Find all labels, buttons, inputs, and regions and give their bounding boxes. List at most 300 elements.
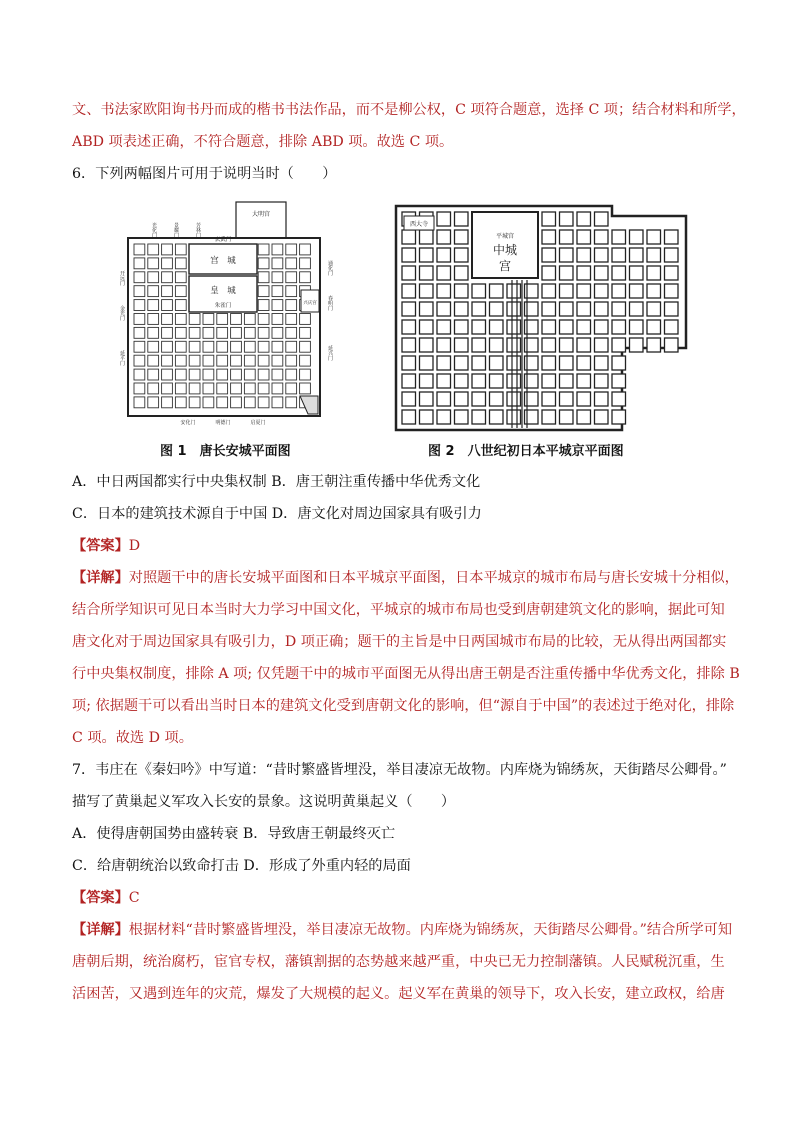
heijokyo-ward [490, 302, 504, 316]
heijokyo-ward [420, 374, 434, 388]
xuanwu-gate-label: 玄武门 [214, 237, 232, 243]
heijokyo-ward [595, 230, 609, 244]
detail-tag: 【详解】 [72, 570, 129, 586]
city-ward [272, 369, 283, 380]
heijokyo-ward [472, 410, 486, 424]
heijokyo-ward [595, 302, 609, 316]
heijokyo-ward [630, 302, 644, 316]
heijokyo-ward [665, 266, 679, 280]
city-ward [189, 355, 200, 366]
heijokyo-ward [455, 230, 469, 244]
heijokyo-ward [630, 266, 644, 280]
city-ward [300, 369, 311, 380]
palace-tag-label: 平城宫 [495, 233, 515, 240]
city-ward [258, 327, 269, 338]
city-ward [231, 383, 242, 394]
heijokyo-ward [402, 320, 416, 334]
city-ward [217, 397, 228, 408]
city-ward [148, 272, 159, 283]
city-ward [300, 272, 311, 283]
city-ward [300, 383, 311, 394]
heijokyo-ward [472, 320, 486, 334]
changan-plan-svg [118, 198, 340, 430]
heijokyo-ward [612, 248, 626, 262]
heijokyo-ward [420, 410, 434, 424]
heijokyo-ward [437, 248, 451, 262]
heijokyo-ward [507, 392, 521, 406]
city-ward [189, 314, 200, 325]
heijokyo-ward [560, 338, 574, 352]
city-ward [175, 314, 186, 325]
city-ward [217, 327, 228, 338]
city-ward [162, 244, 173, 255]
heijokyo-ward [437, 356, 451, 370]
city-ward [162, 300, 173, 311]
heijokyo-ward [630, 230, 644, 244]
city-ward [148, 355, 159, 366]
city-ward [175, 355, 186, 366]
answer-tag: 【答案】 [72, 538, 129, 554]
city-ward [258, 369, 269, 380]
heijokyo-ward [630, 284, 644, 298]
city-ward [134, 272, 145, 283]
heijokyo-ward [402, 410, 416, 424]
city-ward [258, 341, 269, 352]
heijokyo-ward [542, 392, 556, 406]
question-7-stem: 7．韦庄在《秦妇吟》中写道：“昔时繁盛皆埋没，举目凄凉无故物。内库烧为锦绣灰，天街踏尽公卿骨。” [72, 762, 727, 778]
city-ward [148, 314, 159, 325]
heijokyo-ward [560, 392, 574, 406]
city-ward [258, 314, 269, 325]
question-6-detail-line: 行中央集权制度，排除 A 项; 仅凭题干中的城市平面图无从得出唐王朝是否注重传播中华优秀文化，排除 B [72, 666, 740, 682]
city-ward [258, 383, 269, 394]
heijokyo-ward [612, 230, 626, 244]
city-ward [231, 397, 242, 408]
city-ward [162, 383, 173, 394]
heijokyo-ward [542, 230, 556, 244]
heijokyo-ward [542, 356, 556, 370]
south-gate-label: 安化门 [180, 420, 196, 426]
city-ward [286, 397, 297, 408]
heijokyo-ward [490, 410, 504, 424]
heijokyo-ward [577, 248, 591, 262]
heijokyo-ward [577, 212, 591, 226]
city-ward [258, 300, 269, 311]
heijokyo-ward [490, 374, 504, 388]
heijokyo-ward [577, 230, 591, 244]
heijokyo-ward [560, 320, 574, 334]
city-ward [162, 355, 173, 366]
heijokyo-ward [647, 248, 661, 262]
question-7-detail-line: 唐朝后期，统治腐朽，宦官专权，藩镇割据的态势越来越严重，中央已无力控制藩镇。人民赋税沉重，生 [72, 954, 725, 970]
answer-tag: 【答案】 [72, 890, 129, 906]
question-6-detail-line: C 项。故选 D 项。 [72, 730, 193, 746]
heijokyo-ward [542, 338, 556, 352]
city-ward [148, 300, 159, 311]
heijokyo-plan-svg [392, 198, 692, 433]
heijokyo-ward [595, 320, 609, 334]
heijokyo-ward [612, 266, 626, 280]
city-ward [217, 369, 228, 380]
heijokyo-ward [560, 212, 574, 226]
city-ward [272, 314, 283, 325]
prev-analysis-line: 文、书法家欧阳询书丹而成的楷书书法作品，而不是柳公权，C 项符合题意，选择 C 项；结合材料和所学， [72, 102, 746, 118]
heijokyo-ward [455, 410, 469, 424]
city-ward [286, 300, 297, 311]
heijokyo-ward [595, 392, 609, 406]
north-gate-label: 光化门 [151, 222, 157, 238]
heijokyo-ward [612, 302, 626, 316]
heijokyo-ward [507, 302, 521, 316]
city-ward [203, 314, 214, 325]
heijokyo-ward [455, 266, 469, 280]
city-ward [175, 397, 186, 408]
city-ward [231, 355, 242, 366]
daming-palace-block [236, 202, 286, 240]
city-ward [134, 244, 145, 255]
city-ward [134, 341, 145, 352]
city-ward [148, 369, 159, 380]
south-gate-label: 明德门 [215, 420, 231, 426]
heijokyo-ward [437, 302, 451, 316]
heijokyo-ward [437, 230, 451, 244]
question-6-options-ab: A．中日两国都实行中央集权制 B．唐王朝注重传播中华优秀文化 [72, 474, 481, 490]
city-ward [258, 355, 269, 366]
heijokyo-ward [420, 320, 434, 334]
question-6-detail-line: 【详解】对照题干中的唐长安城平面图和日本平城京平面图，日本平城京的城市布局与唐长安城十分相似， [72, 570, 739, 586]
heijokyo-ward [507, 374, 521, 388]
heijokyo-ward [420, 392, 434, 406]
city-ward [203, 341, 214, 352]
heijokyo-ward [490, 320, 504, 334]
heijokyo-ward [507, 356, 521, 370]
city-ward [231, 314, 242, 325]
city-ward [189, 369, 200, 380]
city-ward [286, 355, 297, 366]
city-ward [175, 244, 186, 255]
city-ward [272, 300, 283, 311]
heijokyo-ward [577, 392, 591, 406]
heijokyo-ward [647, 320, 661, 334]
city-ward [203, 369, 214, 380]
city-ward [175, 272, 186, 283]
heijokyo-ward [455, 212, 469, 226]
question-6-detail-line: 结合所学知识可见日本当时大力学习中国文化，平城京的城市布局也受到唐朝建筑文化的影响，据此可知 [72, 602, 725, 618]
city-ward [162, 397, 173, 408]
city-ward [258, 286, 269, 297]
city-ward [175, 369, 186, 380]
city-ward [189, 341, 200, 352]
city-ward [217, 314, 228, 325]
south-gate-label: 启夏门 [250, 420, 266, 426]
heijokyo-ward [647, 338, 661, 352]
heijokyo-ward [630, 248, 644, 262]
zhongcheng-label: 中城 [492, 243, 518, 257]
heijokyo-ward [402, 230, 416, 244]
city-ward [175, 300, 186, 311]
city-ward [286, 286, 297, 297]
answer-value: D [128, 538, 141, 554]
heijokyo-ward [507, 320, 521, 334]
north-gate-label: 景耀门 [173, 222, 179, 238]
heijokyo-ward [472, 374, 486, 388]
heijokyo-ward [612, 320, 626, 334]
city-ward [272, 327, 283, 338]
heijokyo-ward [595, 410, 609, 424]
heijokyo-ward [472, 284, 486, 298]
city-ward [286, 383, 297, 394]
heijokyo-ward [595, 284, 609, 298]
answer-value: C [128, 890, 140, 906]
city-ward [300, 355, 311, 366]
city-ward [272, 341, 283, 352]
city-ward [286, 244, 297, 255]
heijokyo-ward [612, 356, 626, 370]
heijokyo-ward [542, 302, 556, 316]
east-gate-label: 延兴门 [327, 345, 333, 361]
heijokyo-ward [437, 374, 451, 388]
heijokyo-ward [612, 410, 626, 424]
heijokyo-ward [402, 392, 416, 406]
city-ward [134, 383, 145, 394]
heijokyo-ward [577, 374, 591, 388]
city-ward [134, 286, 145, 297]
heijokyo-ward [402, 338, 416, 352]
city-ward [258, 272, 269, 283]
heijokyo-ward [507, 284, 521, 298]
city-ward [244, 397, 255, 408]
heijokyo-ward [402, 302, 416, 316]
heijokyo-ward [542, 212, 556, 226]
west-gate-label: 延平门 [119, 350, 125, 366]
city-ward [286, 369, 297, 380]
city-ward [272, 244, 283, 255]
city-ward [162, 286, 173, 297]
heijokyo-ward [665, 248, 679, 262]
city-ward [286, 314, 297, 325]
question-7-answer [72, 888, 140, 908]
zhuque-gate-label: 朱雀门 [214, 303, 232, 309]
heijokyo-ward [647, 230, 661, 244]
heijokyo-ward [402, 356, 416, 370]
city-ward [300, 314, 311, 325]
heijokyo-ward [420, 248, 434, 262]
heijokyo-ward [490, 338, 504, 352]
city-ward [134, 397, 145, 408]
heijokyo-ward [420, 302, 434, 316]
city-ward [175, 258, 186, 269]
city-ward [162, 258, 173, 269]
heijokyo-ward [665, 338, 679, 352]
city-ward [217, 383, 228, 394]
xingqing-label: 兴庆宫 [303, 301, 317, 306]
city-ward [134, 327, 145, 338]
heijokyo-ward [595, 212, 609, 226]
daming-label: 大明宫 [251, 211, 271, 218]
heijokyo-ward [665, 284, 679, 298]
heijokyo-ward [420, 284, 434, 298]
heijokyo-ward [647, 302, 661, 316]
heijokyo-ward [507, 410, 521, 424]
city-ward [244, 327, 255, 338]
heijokyo-ward [542, 374, 556, 388]
heijokyo-ward [577, 284, 591, 298]
heijokyo-ward [490, 356, 504, 370]
city-ward [286, 272, 297, 283]
city-ward [286, 258, 297, 269]
prev-analysis-line: ABD 项表述正确，不符合题意，排除 ABD 项。故选 C 项。 [72, 134, 454, 150]
city-ward [162, 369, 173, 380]
west-gate-label: 开远门 [119, 270, 125, 286]
city-ward [244, 355, 255, 366]
question-6-options-cd: C．日本的建筑技术源自于中国 D．唐文化对周边国家具有吸引力 [72, 506, 482, 522]
heijokyo-ward [577, 410, 591, 424]
question-7-options-cd: C．给唐朝统治以致命打击 D．形成了外重内轻的局面 [72, 858, 411, 874]
question-7-detail-line: 活困苦，又遇到连年的灾荒，爆发了大规模的起义。起义军在黄巢的领导下，攻入长安，建立政权，给唐 [72, 986, 725, 1002]
city-ward [134, 314, 145, 325]
heijokyo-ward [560, 410, 574, 424]
city-ward [217, 355, 228, 366]
heijokyo-ward [455, 248, 469, 262]
heijokyo-ward [665, 320, 679, 334]
heijokyo-ward [560, 374, 574, 388]
heijokyo-ward [647, 284, 661, 298]
city-ward [203, 383, 214, 394]
figure-changan-map [118, 198, 340, 430]
heijokyo-ward [437, 284, 451, 298]
heijokyo-ward [420, 266, 434, 280]
heijokyo-ward [437, 320, 451, 334]
city-ward [300, 341, 311, 352]
palace-label: 宫 城 [210, 256, 236, 266]
city-ward [134, 258, 145, 269]
heijokyo-ward [402, 266, 416, 280]
city-ward [148, 327, 159, 338]
city-ward [148, 341, 159, 352]
heijokyo-ward [402, 248, 416, 262]
heijokyo-ward [542, 410, 556, 424]
heijokyo-ward [630, 320, 644, 334]
heijokyo-ward [542, 320, 556, 334]
city-ward [148, 286, 159, 297]
heijokyo-ward [472, 338, 486, 352]
city-ward [272, 258, 283, 269]
heijokyo-ward [612, 284, 626, 298]
city-ward [258, 258, 269, 269]
heijokyo-ward [630, 338, 644, 352]
city-ward [258, 397, 269, 408]
city-ward [258, 244, 269, 255]
heijokyo-ward [437, 338, 451, 352]
heijokyo-ward [577, 266, 591, 280]
heijokyo-ward [577, 338, 591, 352]
city-ward [175, 383, 186, 394]
heijokyo-ward [542, 266, 556, 280]
city-ward [175, 286, 186, 297]
city-ward [148, 244, 159, 255]
heijokyo-ward [595, 338, 609, 352]
city-ward [244, 341, 255, 352]
heijokyo-ward [437, 212, 451, 226]
west-gate-label: 金光门 [119, 305, 125, 321]
city-ward [134, 355, 145, 366]
heijokyo-ward [577, 320, 591, 334]
heijokyo-ward [420, 338, 434, 352]
heijokyo-ward [595, 356, 609, 370]
heijokyo-ward [577, 302, 591, 316]
question-6-detail-line: 项; 依据题干可以看出当时日本的建筑文化受到唐朝文化的影响，但“源自于中国”的表述过于绝对化，排除 [72, 698, 735, 714]
heijokyo-ward [472, 392, 486, 406]
city-ward [162, 341, 173, 352]
heijokyo-ward [455, 338, 469, 352]
figure-1-caption: 图 1 唐长安城平面图 [160, 444, 291, 459]
city-ward [134, 369, 145, 380]
heijokyo-ward [472, 356, 486, 370]
city-ward [162, 327, 173, 338]
question-6-detail-line: 唐文化对于周边国家具有吸引力，D 项正确；题干的主旨是中日两国城市布局的比较，无从得出两国都实 [72, 634, 727, 650]
heijokyo-ward [542, 248, 556, 262]
city-ward [175, 341, 186, 352]
heijokyo-ward [560, 284, 574, 298]
question-7-detail-line: 【详解】根据材料“昔时繁盛皆埋没，举目凄凉无故物。内库烧为锦绣灰，天街踏尽公卿骨。”结合所学可知 [72, 922, 733, 938]
figure-heijokyo-map [392, 198, 692, 433]
heijokyo-ward [490, 392, 504, 406]
city-ward [203, 327, 214, 338]
city-ward [244, 314, 255, 325]
heijokyo-ward [507, 338, 521, 352]
detail-tag: 【详解】 [72, 922, 129, 938]
city-ward [162, 272, 173, 283]
heijokyo-ward [542, 284, 556, 298]
figure-2-caption: 图 2 八世纪初日本平城京平面图 [428, 444, 624, 459]
heijokyo-ward [455, 374, 469, 388]
city-ward [203, 355, 214, 366]
heijokyo-ward [420, 356, 434, 370]
heijokyo-ward [402, 284, 416, 298]
heijokyo-ward [560, 356, 574, 370]
heijokyo-ward [577, 356, 591, 370]
city-ward [231, 369, 242, 380]
city-ward [300, 327, 311, 338]
heijokyo-ward [665, 302, 679, 316]
question-7-stem: 描写了黄巢起义军攻入长安的景象。这说明黄巢起义（ ） [72, 794, 456, 810]
heijokyo-ward [560, 302, 574, 316]
city-ward [272, 355, 283, 366]
city-ward [286, 341, 297, 352]
city-ward [272, 397, 283, 408]
heijokyo-ward [455, 302, 469, 316]
heijokyo-ward [612, 338, 626, 352]
city-ward [134, 300, 145, 311]
city-ward [189, 383, 200, 394]
heijokyo-ward [490, 284, 504, 298]
heijokyo-ward [455, 284, 469, 298]
heijokyo-ward [437, 266, 451, 280]
city-ward [231, 341, 242, 352]
city-ward [244, 369, 255, 380]
city-ward [300, 244, 311, 255]
question-6-answer [72, 536, 140, 556]
city-ward [286, 327, 297, 338]
city-ward [148, 258, 159, 269]
heijokyo-ward [402, 374, 416, 388]
city-ward [162, 314, 173, 325]
heijokyo-ward [612, 392, 626, 406]
city-ward [231, 327, 242, 338]
city-ward [189, 327, 200, 338]
heijokyo-ward [472, 302, 486, 316]
city-ward [244, 383, 255, 394]
